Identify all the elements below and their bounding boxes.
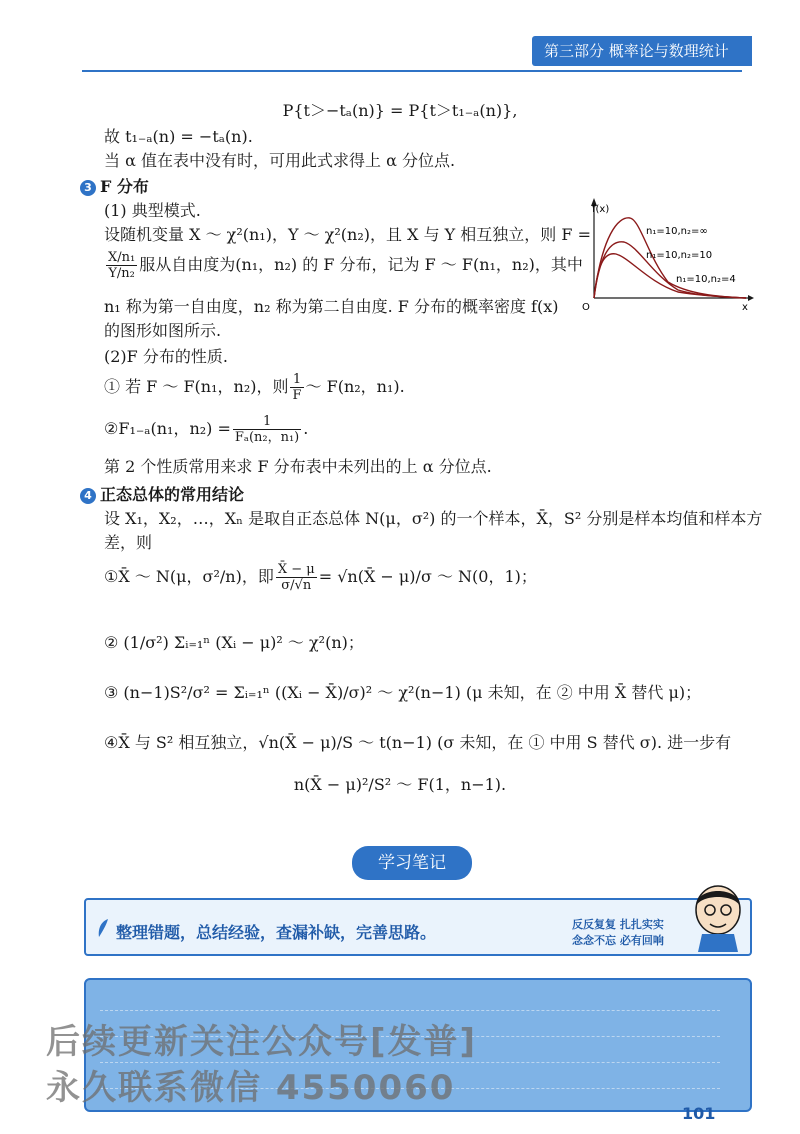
text-f-definition-cont: $\frac{\text{X/n₁}}{\text{Y/n₂}}$ 服从自由度为(n₁，n₂) 的 F 分布，记为 F ～ F(n₁，n₂)，其中 [108, 250, 583, 281]
f-density-figure [578, 196, 754, 314]
page-number: 101 [682, 1104, 716, 1123]
text-sample-definition-cont: 差，则 [104, 533, 153, 552]
motto-line-2: 念念不忘 必有回响 [572, 934, 664, 947]
study-notes-title: 学习笔记 [352, 846, 472, 880]
formula-conclusion-1: ①X̄ ～ N(μ，σ²/n)，即 $\frac{X̄ - \mu}{\sigma/√n}$ = √n(X̄ − μ)/σ ～ N(0，1)； [104, 562, 537, 593]
header-rule [82, 70, 742, 72]
text-figure-ref: 的图形如图所示. [104, 321, 222, 340]
figure-origin-label: O [582, 302, 590, 313]
fraction-standardized-mean: $\frac{X̄ - \mu}{\sigma/√n}$ [277, 562, 315, 593]
motto-line-1: 反反复复 扎扎实实 [572, 918, 664, 931]
watermark-line-1: 后续更新关注公众号[发普] [46, 1022, 478, 1062]
formula-property-1: ① 若 F ～ F(n₁，n₂)，则 $\frac{1}{F}$ ～ F(n₂，n₁). [104, 372, 405, 403]
fraction-xn1-over-yn2: $\frac{\text{X/n₁}}{\text{Y/n₂}}$ [108, 250, 136, 281]
feather-icon [96, 918, 110, 938]
section-title: F 分布 [100, 177, 149, 196]
legend-n2-4: n₁=10,n₂=4 [676, 274, 736, 285]
fraction-1-over-fa: $\frac{1}{\text{Fₐ(n₂，n₁)}}$ [234, 414, 300, 445]
text-property-2-usage: 第 2 个性质常用来求 F 分布表中未列出的上 α 分位点. [104, 457, 492, 476]
notes-rule [100, 1010, 720, 1011]
text-f-properties: (2)F 分布的性质. [104, 347, 228, 366]
section-title: 正态总体的常用结论 [100, 485, 245, 504]
legend-n2-10: n₁=10,n₂=10 [646, 250, 713, 261]
section-number-badge: 4 [80, 488, 96, 504]
text-f-definition: 设随机变量 X ～ χ²(n₁)，Y ～ χ²(n₂)，且 X 与 Y 相互独立，则 F = [104, 225, 591, 244]
text-typical-mode: (1) 典型模式. [104, 201, 201, 220]
section-f-distribution-heading [80, 174, 149, 197]
section-normal-population-heading [80, 482, 244, 505]
section-number-badge: 3 [80, 180, 96, 196]
study-notes-banner-text: 整理错题，总结经验，查漏补缺，完善思路。 [116, 923, 437, 942]
formula-conclusion-3: ③ (n−1)S²/σ² = Σᵢ₌₁ⁿ ((Xᵢ − X̄)/σ)² ～ χ²(n−1) (μ 未知，在 ② 中用 X̄ 替代 μ)； [104, 683, 702, 702]
text-sample-definition: 设 X₁，X₂，…，Xₙ 是取自正态总体 N(μ，σ²) 的一个样本，X̄，S² 分别是样本均值和样本方 [104, 509, 763, 528]
formula-t-symmetry: P{t＞−tₐ(n)} = P{t＞t₁₋ₐ(n)}, [282, 101, 518, 120]
fraction-1-over-f: $\frac{1}{F}$ [292, 372, 302, 403]
formula-conclusion-2: ② (1/σ²) Σᵢ₌₁ⁿ (Xᵢ − μ)² ～ χ²(n)； [104, 633, 364, 652]
x-axis-arrow [748, 295, 754, 301]
header-section-tab: 第三部分 概率论与数理统计 [532, 36, 752, 66]
figure-x-label: x [742, 302, 748, 313]
text-degrees-of-freedom: n₁ 称为第一自由度，n₂ 称为第二自由度. F 分布的概率密度 f(x) [104, 297, 559, 316]
text-quantile-note: 当 α 值在表中没有时，可用此式求得上 α 分位点. [104, 151, 456, 170]
legend-n2-inf: n₁=10,n₂=∞ [646, 226, 708, 237]
watermark-line-2: 永久联系微信 4550060 [46, 1068, 456, 1108]
formula-conclusion-4: ④X̄ 与 S² 相互独立，√n(X̄ − μ)/S ～ t(n−1) (σ 未知，在 ① 中用 S 替代 σ). 进一步有 [104, 733, 732, 752]
teacher-cartoon-icon [688, 880, 748, 952]
figure-y-label: f(x) [592, 204, 610, 215]
formula-property-2: ②F₁₋ₐ(n₁，n₂) = $\frac{1}{\text{Fₐ(n₂，n₁)}}$ . [104, 414, 309, 445]
formula-t-quantile: 故 t₁₋ₐ(n) = −tₐ(n). [104, 127, 253, 146]
formula-f-result: n(X̄ − μ)²/S² ～ F(1，n−1). [293, 775, 507, 794]
